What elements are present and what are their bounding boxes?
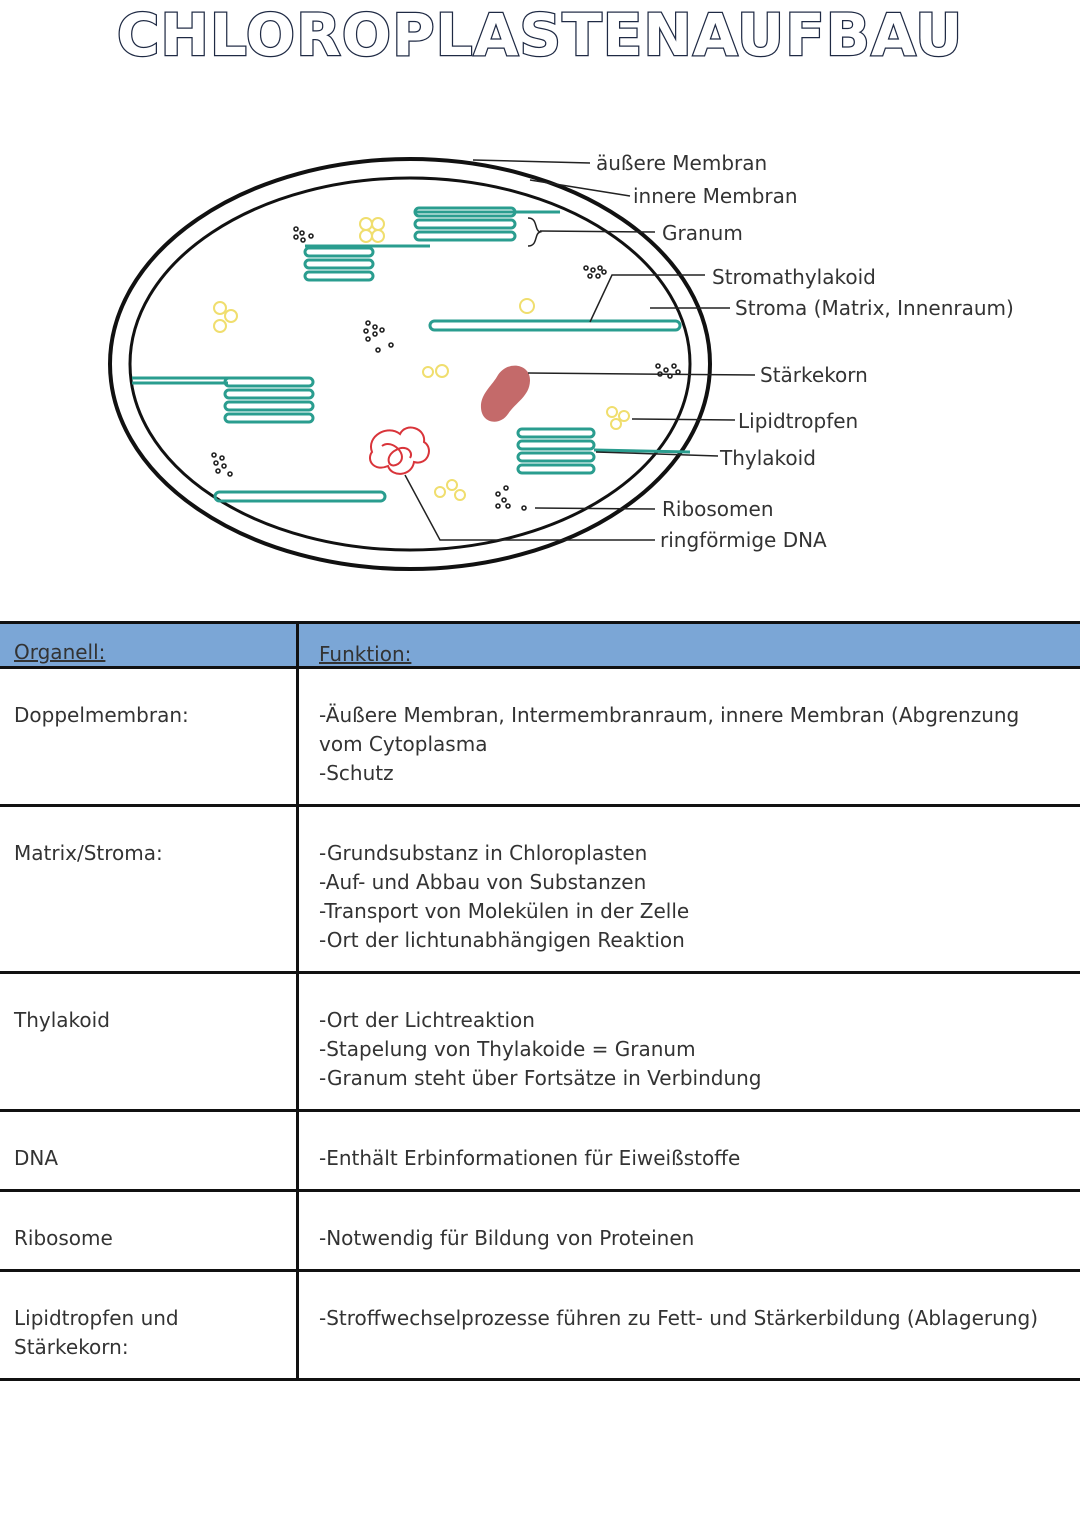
function-line: -Äußere Membran, Intermembranraum, innere Membran (Abgrenzung vom Cytoplasma [319,703,1020,756]
function-line: -Stapelung von Thylakoide = Granum [319,1037,696,1061]
organelle-cell: Lipidtropfen und Stärkekorn: [0,1271,298,1380]
table-row [0,668,1080,806]
header-function: Funktion: [298,623,1080,668]
table-header-row [0,623,1080,668]
organelle-cell: DNA [0,1111,298,1191]
function-cell [298,1191,1080,1271]
function-cell [298,668,1080,806]
table-row [0,973,1080,1111]
function-line: -Enthält Erbinformationen für Eiweißstoffe [319,1146,741,1170]
organelle-cell: Doppelmembran: [0,668,298,806]
table-body [0,668,1080,1380]
outer-membrane [110,159,710,569]
granum-bracket [528,218,540,246]
function-cell [298,973,1080,1111]
organelle-cell: Thylakoid [0,973,298,1111]
function-line: -Notwendig für Bildung von Proteinen [319,1226,695,1250]
function-line: -Ort der lichtunabhängigen Reaktion [319,928,685,952]
starch-grain [481,366,530,422]
label-thylakoid: Thylakoid [720,446,816,470]
function-line: -Transport von Molekülen in der Zelle [319,899,690,923]
organelle-cell: Matrix/Stroma: [0,806,298,973]
label-stroma: Stroma (Matrix, Innenraum) [735,296,1014,320]
label-inner-membrane: innere Membran [633,184,798,208]
label-granum: Granum [662,221,743,245]
function-line: -Schutz [319,761,394,785]
lipid-droplets [214,218,629,500]
function-line: -Stroffwechselprozesse führen zu Fett- und Stärkerbildung (Ablagerung) [319,1306,1038,1330]
function-line: -Ort der Lichtreaktion [319,1008,535,1032]
label-outer-membrane: äußere Membran [596,151,768,175]
page-title: CHLOROPLASTENAUFBAU [116,1,964,69]
label-lipid-droplet: Lipidtropfen [738,409,859,433]
chloroplast-diagram [0,70,1080,590]
label-starch-grain: Stärkekorn [760,363,868,387]
table-row [0,806,1080,973]
function-line: -Auf- und Abbau von Substanzen [319,870,647,894]
function-cell [298,806,1080,973]
label-circular-dna: ringförmige DNA [660,528,827,552]
function-line: -Granum steht über Fortsätze in Verbindung [319,1066,762,1090]
table-row [0,1111,1080,1191]
circular-dna [370,428,429,474]
organelle-cell: Ribosome [0,1191,298,1271]
ribosome-clusters [212,227,680,510]
label-stroma-thylakoid: Stromathylakoid [712,265,876,289]
function-line: -Grundsubstanz in Chloroplasten [319,841,648,865]
label-ribosomes: Ribosomen [662,497,774,521]
table-row [0,1191,1080,1271]
function-cell [298,1111,1080,1191]
header-organelle: Organell: [0,623,298,668]
table-row [0,1271,1080,1380]
organelle-table [0,621,1080,1381]
function-cell [298,1271,1080,1380]
